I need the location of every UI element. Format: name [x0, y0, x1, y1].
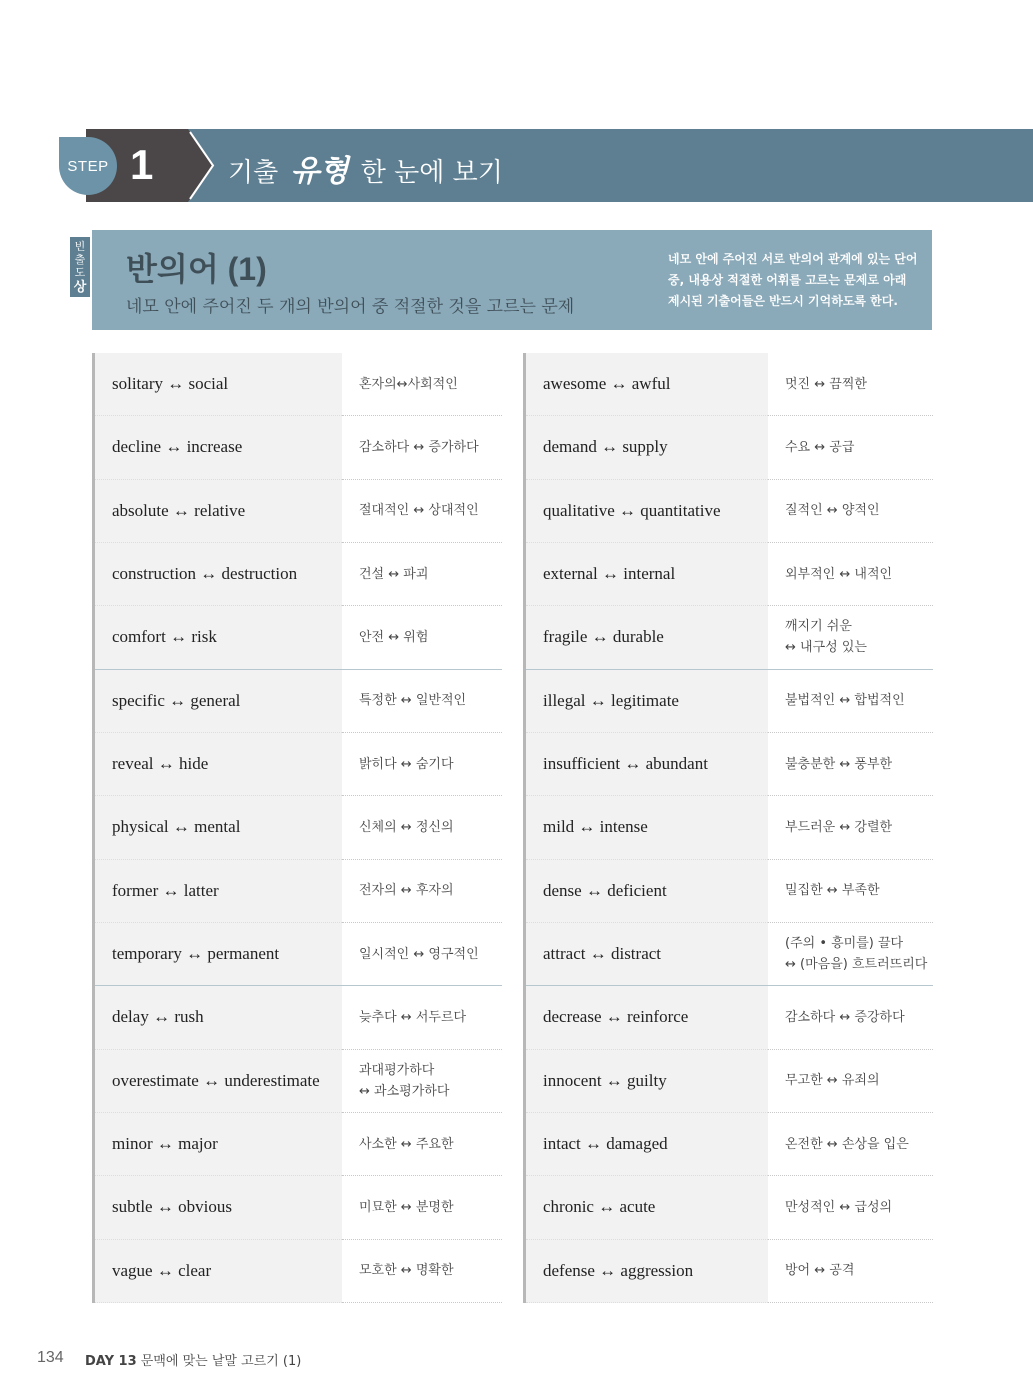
english-antonym-pair: intact ↔ damaged	[526, 1113, 768, 1176]
english-antonym-pair: decrease ↔ reinforce	[526, 986, 768, 1049]
step-badge-label: STEP	[67, 157, 109, 175]
korean-meaning: 무고한 ↔ 유죄의	[768, 1050, 933, 1113]
english-antonym-pair: minor ↔ major	[95, 1113, 342, 1176]
step-title-after: 한 눈에 보기	[360, 158, 503, 188]
frequency-tag	[70, 237, 90, 297]
english-antonym-pair: chronic ↔ acute	[526, 1176, 768, 1239]
step-title-before: 기출	[228, 158, 279, 188]
table-row	[92, 1240, 502, 1303]
korean-meaning: 온전한 ↔ 손상을 입은	[768, 1113, 933, 1176]
korean-meaning: 모호한 ↔ 명확한	[342, 1240, 502, 1303]
step-arrow-shape	[180, 129, 220, 202]
table-row	[523, 1176, 933, 1239]
english-antonym-pair: attract ↔ distract	[526, 923, 768, 986]
korean-meaning: 사소한 ↔ 주요한	[342, 1113, 502, 1176]
english-antonym-pair: specific ↔ general	[95, 670, 342, 733]
footer-chapter-title: 문맥에 맞는 낱말 고르기 (1)	[140, 1354, 302, 1369]
table-row	[92, 733, 502, 796]
english-antonym-pair: subtle ↔ obvious	[95, 1176, 342, 1239]
section-description: 네모 안에 주어진 서로 반의어 관계에 있는 단어 중, 내용상 적절한 어휘를 고르는 문제로 아래 제시된 기출어들은 반드시 기억하도록 한다.	[668, 252, 918, 308]
table-row	[523, 796, 933, 859]
table-row	[523, 353, 933, 416]
korean-meaning: 불법적인 ↔ 합법적인	[768, 670, 933, 733]
table-row	[523, 860, 933, 923]
english-antonym-pair: solitary ↔ social	[95, 353, 342, 416]
english-antonym-pair: innocent ↔ guilty	[526, 1050, 768, 1113]
korean-meaning: 건설 ↔ 파괴	[342, 543, 502, 606]
korean-meaning: 감소하다 ↔ 증강하다	[768, 986, 933, 1049]
table-row	[523, 1050, 933, 1113]
table-row	[92, 986, 502, 1049]
korean-meaning: 특정한 ↔ 일반적인	[342, 670, 502, 733]
table-row	[523, 923, 933, 986]
step-title-emphasis: 유형	[290, 154, 349, 189]
table-row	[92, 1176, 502, 1239]
table-row	[92, 1113, 502, 1176]
section-header	[92, 230, 932, 330]
korean-meaning: 외부적인 ↔ 내적인	[768, 543, 933, 606]
table-row	[523, 670, 933, 733]
step-number: 1	[130, 141, 154, 188]
table-row	[523, 1240, 933, 1303]
section-title: 반의어 (1)	[126, 251, 267, 287]
korean-meaning: 질적인 ↔ 양적인	[768, 480, 933, 543]
korean-meaning: 만성적인 ↔ 급성의	[768, 1176, 933, 1239]
korean-meaning: (주의 • 흥미를) 끌다 ↔ (마음을) 흐트러뜨리다	[768, 923, 933, 986]
english-antonym-pair: illegal ↔ legitimate	[526, 670, 768, 733]
table-row	[523, 733, 933, 796]
korean-meaning: 방어 ↔ 공격	[768, 1240, 933, 1303]
english-antonym-pair: dense ↔ deficient	[526, 860, 768, 923]
table-row	[92, 670, 502, 733]
table-row	[92, 860, 502, 923]
step-title	[228, 146, 503, 190]
korean-meaning: 부드러운 ↔ 강렬한	[768, 796, 933, 859]
table-row	[92, 1050, 502, 1113]
english-antonym-pair: defense ↔ aggression	[526, 1240, 768, 1303]
english-antonym-pair: qualitative ↔ quantitative	[526, 480, 768, 543]
korean-meaning: 감소하다 ↔ 증가하다	[342, 416, 502, 479]
english-antonym-pair: fragile ↔ durable	[526, 606, 768, 669]
step-badge	[59, 137, 117, 195]
frequency-level: 상	[73, 280, 87, 295]
footer-day-label: DAY 13	[85, 1354, 137, 1369]
korean-meaning: 밀집한 ↔ 부족한	[768, 860, 933, 923]
english-antonym-pair: absolute ↔ relative	[95, 480, 342, 543]
korean-meaning: 수요 ↔ 공급	[768, 416, 933, 479]
korean-meaning: 깨지기 쉬운 ↔ 내구성 있는	[768, 606, 933, 669]
korean-meaning: 밝히다 ↔ 숨기다	[342, 733, 502, 796]
english-antonym-pair: reveal ↔ hide	[95, 733, 342, 796]
english-antonym-pair: comfort ↔ risk	[95, 606, 342, 669]
korean-meaning: 전자의 ↔ 후자의	[342, 860, 502, 923]
table-row	[523, 416, 933, 479]
table-row	[523, 543, 933, 606]
korean-meaning: 과대평가하다 ↔ 과소평가하다	[342, 1050, 502, 1113]
english-antonym-pair: vague ↔ clear	[95, 1240, 342, 1303]
korean-meaning: 미묘한 ↔ 분명한	[342, 1176, 502, 1239]
table-row	[523, 606, 933, 669]
english-antonym-pair: overestimate ↔ underestimate	[95, 1050, 342, 1113]
table-row	[92, 923, 502, 986]
english-antonym-pair: physical ↔ mental	[95, 796, 342, 859]
table-row	[523, 1113, 933, 1176]
english-antonym-pair: insufficient ↔ abundant	[526, 733, 768, 796]
english-antonym-pair: decline ↔ increase	[95, 416, 342, 479]
footer-title	[85, 1350, 301, 1369]
table-row	[523, 986, 933, 1049]
page-number: 134	[37, 1349, 64, 1366]
korean-meaning: 불충분한 ↔ 풍부한	[768, 733, 933, 796]
english-antonym-pair: mild ↔ intense	[526, 796, 768, 859]
korean-meaning: 멋진 ↔ 끔찍한	[768, 353, 933, 416]
table-row	[523, 480, 933, 543]
table-row	[92, 606, 502, 669]
english-antonym-pair: external ↔ internal	[526, 543, 768, 606]
korean-meaning: 절대적인 ↔ 상대적인	[342, 480, 502, 543]
table-row	[92, 480, 502, 543]
english-antonym-pair: construction ↔ destruction	[95, 543, 342, 606]
section-subtitle: 네모 안에 주어진 두 개의 반의어 중 적절한 것을 고르는 문제	[126, 297, 575, 317]
english-antonym-pair: temporary ↔ permanent	[95, 923, 342, 986]
korean-meaning: 늦추다 ↔ 서두르다	[342, 986, 502, 1049]
frequency-label: 빈출도	[74, 240, 86, 279]
table-row	[92, 353, 502, 416]
antonym-table-left	[92, 353, 502, 1303]
table-row	[92, 543, 502, 606]
english-antonym-pair: awesome ↔ awful	[526, 353, 768, 416]
english-antonym-pair: demand ↔ supply	[526, 416, 768, 479]
korean-meaning: 신체의 ↔ 정신의	[342, 796, 502, 859]
korean-meaning: 안전 ↔ 위험	[342, 606, 502, 669]
korean-meaning: 일시적인 ↔ 영구적인	[342, 923, 502, 986]
korean-meaning: 혼자의↔사회적인	[342, 353, 502, 416]
english-antonym-pair: former ↔ latter	[95, 860, 342, 923]
antonym-table-right	[523, 353, 933, 1303]
table-row	[92, 796, 502, 859]
table-row	[92, 416, 502, 479]
english-antonym-pair: delay ↔ rush	[95, 986, 342, 1049]
